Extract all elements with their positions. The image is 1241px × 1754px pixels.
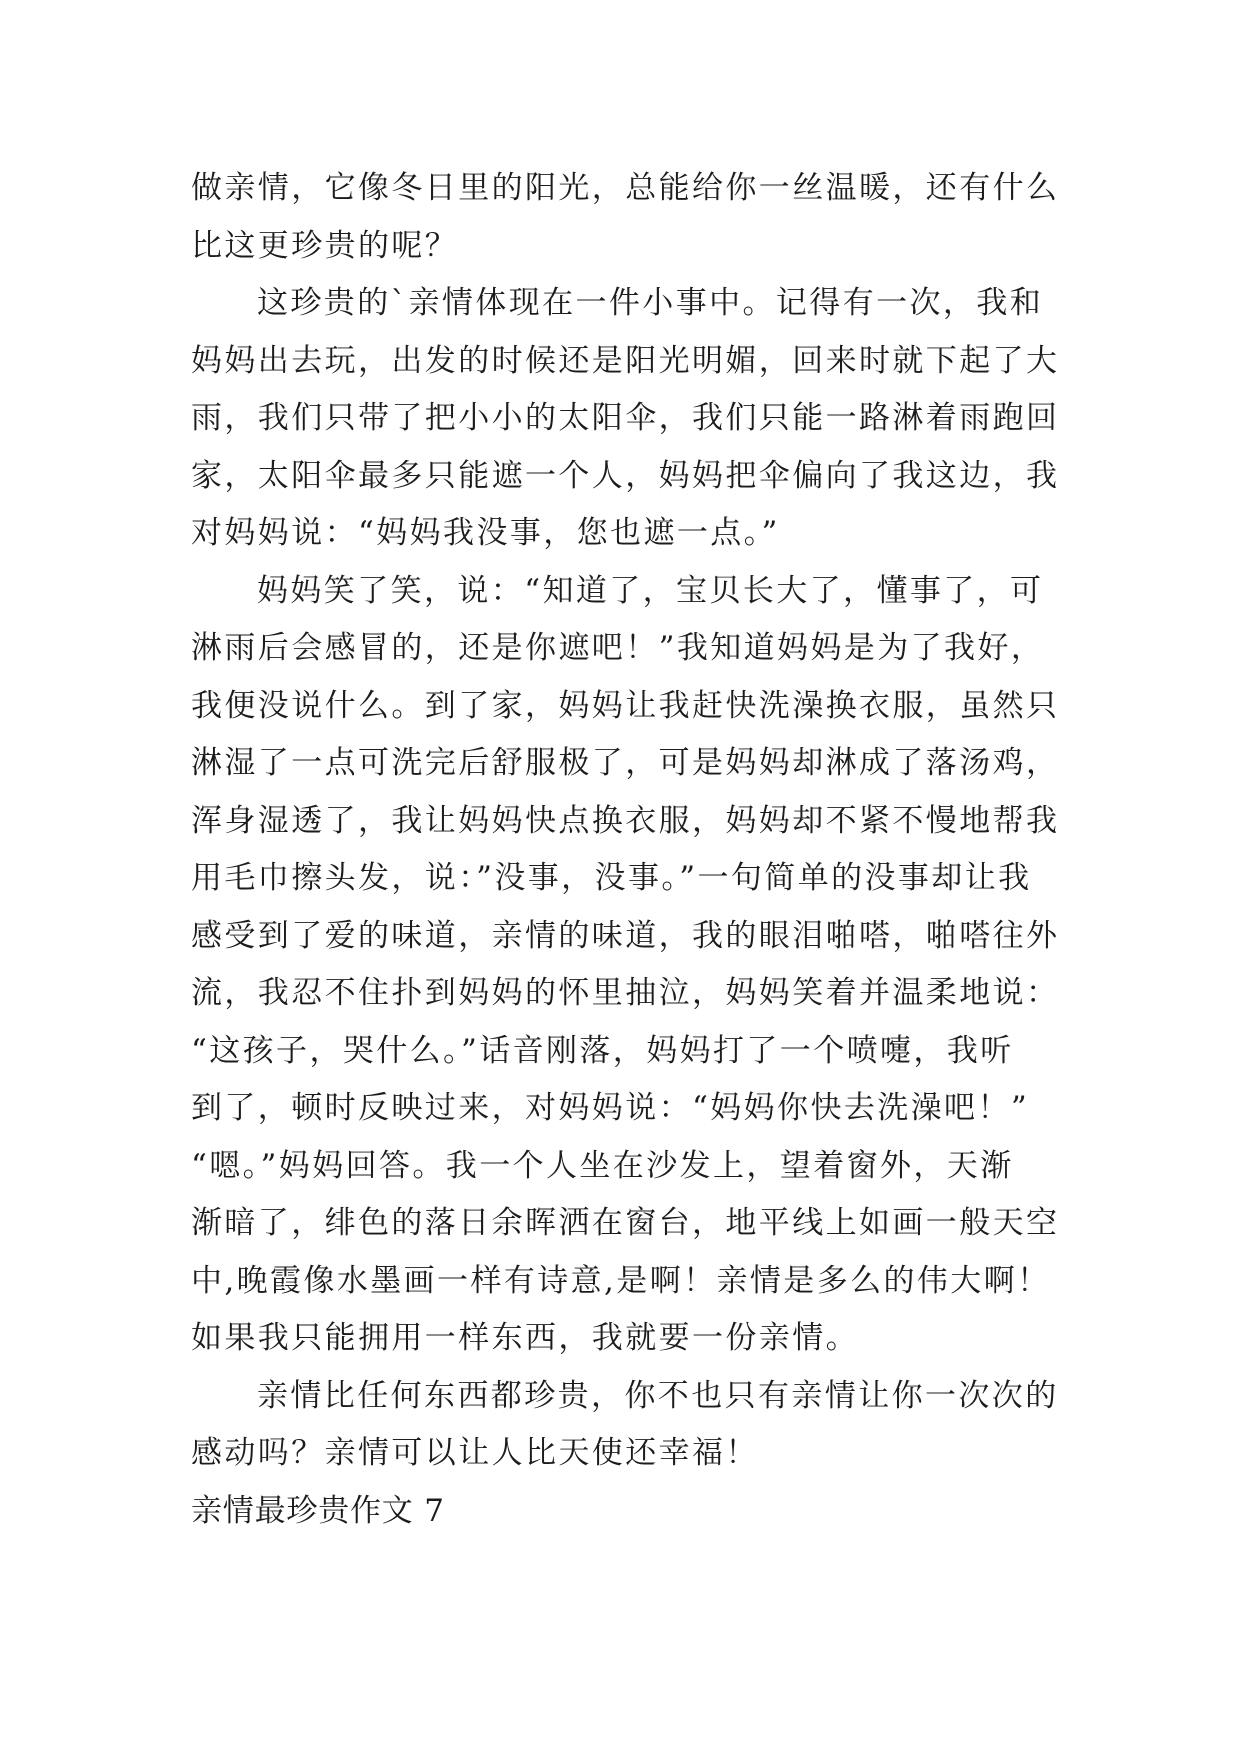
text-line: 感受到了爱的味道，亲情的味道，我的眼泪啪嗒，啪嗒往外	[191, 917, 1060, 954]
paragraph-first-line: 这珍贵的`亲情体现在一件小事中。记得有一次，我和	[257, 285, 1044, 321]
text-line: 流，我忍不住扑到妈妈的怀里抽泣，妈妈笑着并温柔地说：	[191, 975, 1060, 1011]
text-line: “嗯。”妈妈回答。我一个人坐在沙发上，望着窗外，天渐	[191, 1147, 1014, 1184]
section-heading: 亲情最珍贵作文 7	[191, 1492, 445, 1529]
text-line: 如果我只能拥用一样东西，我就要一份亲情。	[191, 1320, 859, 1356]
text-line: 淋雨后会感冒的，还是你遮吧！”我知道妈妈是为了我好，	[191, 630, 1045, 666]
text-line: 感动吗？亲情可以让人比天使还幸福！	[191, 1435, 759, 1471]
text-line: 浑身湿透了，我让妈妈快点换衣服，妈妈却不紧不慢地帮我	[191, 802, 1060, 839]
text-line: 做亲情，它像冬日里的阳光，总能给你一丝温暖，还有什么	[191, 170, 1060, 206]
text-line: 比这更珍贵的呢？	[191, 227, 459, 264]
text-line: 我便没说什么。到了家，妈妈让我赶快洗澡换衣服，虽然只	[191, 687, 1060, 724]
paragraph-first-line: 亲情比任何东西都珍贵，你不也只有亲情让你一次次的	[257, 1377, 1059, 1414]
text-line: 用毛巾擦头发，说：”没事，没事。”一句简单的没事却让我	[191, 860, 1032, 896]
text-line: 雨，我们只带了把小小的太阳伞，我们只能一路淋着雨跑回	[191, 400, 1060, 436]
text-line: 妈妈出去玩，出发的时候还是阳光明媚，回来时就下起了大	[191, 342, 1060, 379]
paragraph-first-line: 妈妈笑了笑，说：“知道了，宝贝长大了，懂事了，可	[257, 572, 1044, 609]
text-line: 对妈妈说：“妈妈我没事，您也遮一点。”	[191, 515, 780, 551]
text-line: 到了，顿时反映过来，对妈妈说：“妈妈你快去洗澡吧！”	[191, 1090, 1030, 1126]
text-line: 中,晚霞像水墨画一样有诗意,是啊！亲情是多么的伟大啊！	[191, 1262, 1051, 1299]
document-body	[191, 160, 1071, 1540]
text-line: 淋湿了一点可洗完后舒服极了，可是妈妈却淋成了落汤鸡，	[191, 745, 1060, 781]
text-line: “这孩子，哭什么。”话音刚落，妈妈打了一个喷嚏，我听	[191, 1032, 1014, 1069]
text-line: 家，太阳伞最多只能遮一个人，妈妈把伞偏向了我这边，我	[191, 457, 1060, 494]
text-line: 渐暗了，绯色的落日余晖洒在窗台，地平线上如画一般天空	[191, 1205, 1060, 1241]
